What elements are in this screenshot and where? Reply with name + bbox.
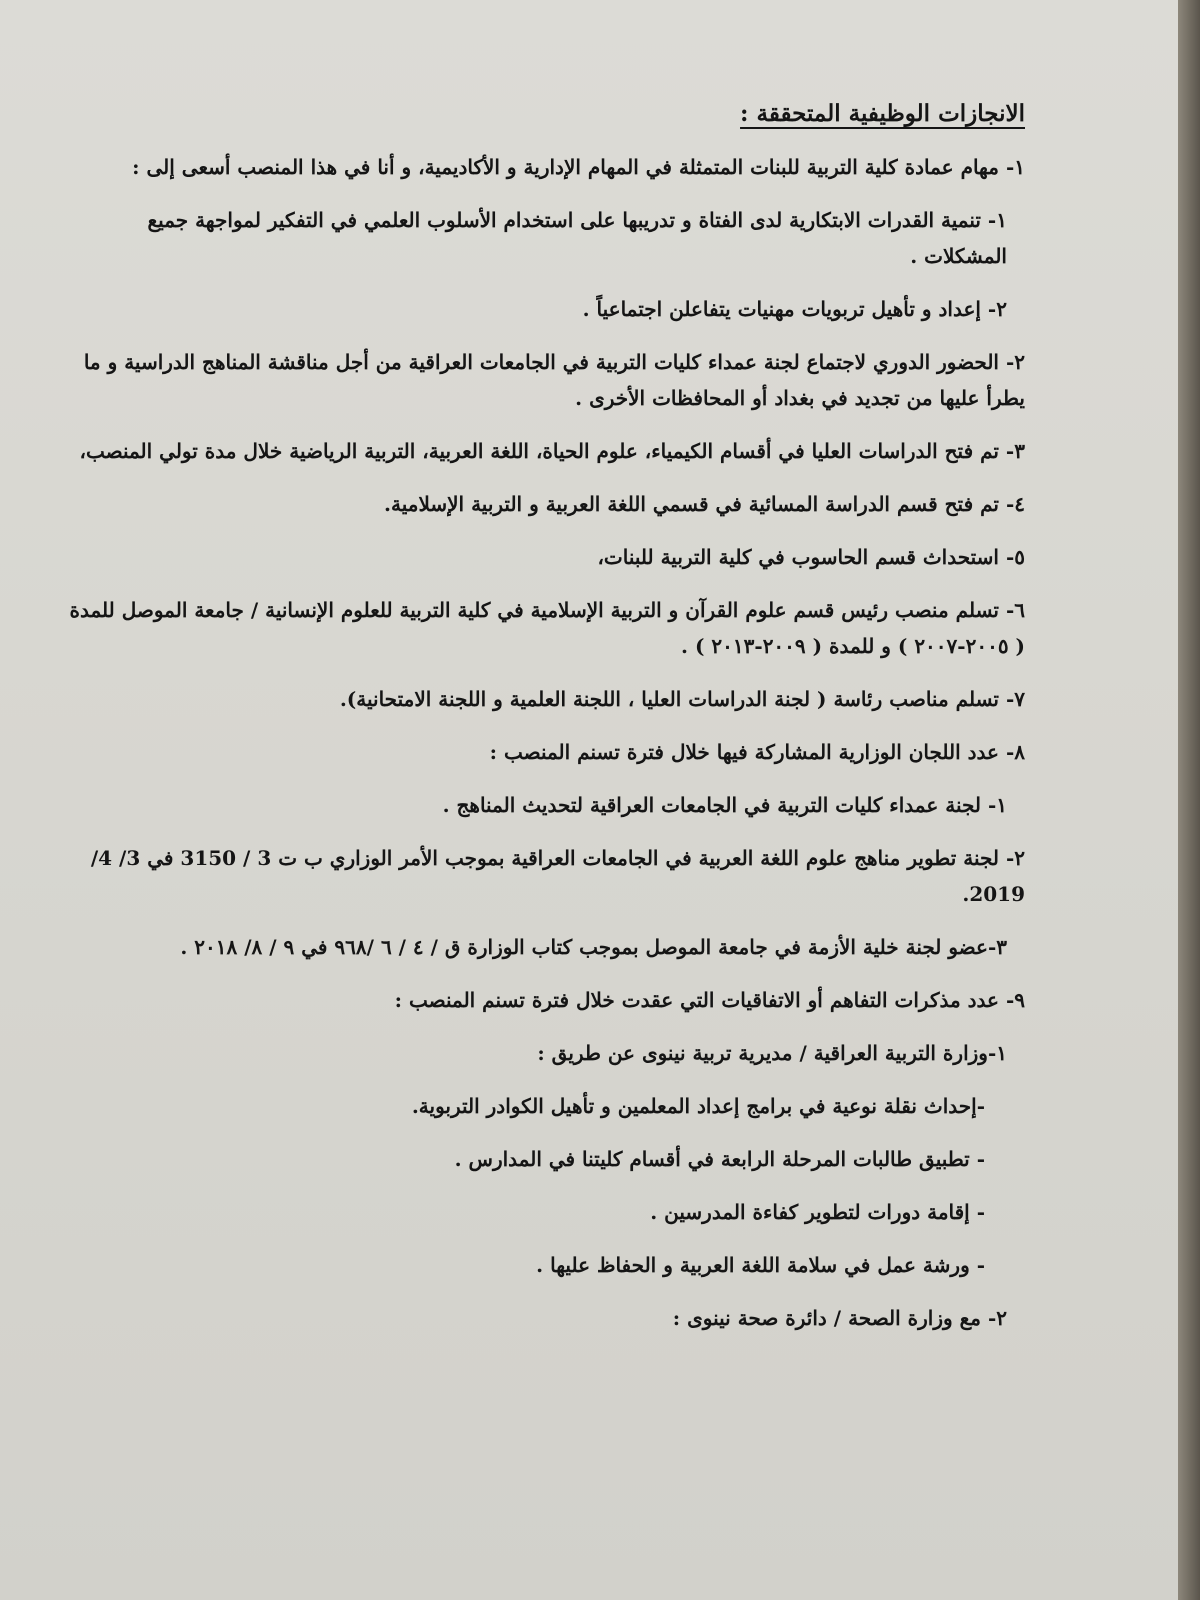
text-line: ١- تنمية القدرات الابتكارية لدى الفتاة و تدريبها على استخدام الأسلوب العلمي في التفكير لمواجهة جميع المشكلات . [147, 208, 1007, 268]
text-line: ١- لجنة عمداء كليات التربية في الجامعات العراقية لتحديث المناهج . [442, 793, 1007, 817]
text-line: ٢- مع وزارة الصحة / دائرة صحة نينوى : [672, 1306, 1007, 1330]
page-title: الانجازات الوظيفية المتحققة : [740, 100, 1025, 127]
text-line: ٨- عدد اللجان الوزارية المشاركة فيها خلال فترة تسنم المنصب : [489, 740, 1025, 764]
text-line: ٩- عدد مذكرات التفاهم أو الاتفاقيات التي عقدت خلال فترة تسنم المنصب : [394, 988, 1025, 1012]
text-line: ٦- تسلم منصب رئيس قسم علوم القرآن و التربية الإسلامية في كلية التربية للعلوم الإنسانية / جامعة الموصل للمدة ( ٢٠٠٥-٢٠٠٧ ) و للمدة ( ٢٠٠٩-٢٠١٣ ) . [69, 598, 1025, 658]
text-line: -إحداث نقلة نوعية في برامج إعداد المعلمين و تأهيل الكوادر التربوية. [411, 1094, 985, 1118]
text-line: ٥- استحداث قسم الحاسوب في كلية التربية للبنات، [597, 545, 1025, 569]
document-body [60, 100, 1025, 1353]
text-line: ١-وزارة التربية العراقية / مديرية تربية نينوى عن طريق : [537, 1041, 1007, 1065]
text-line: ٢- لجنة تطوير مناهج علوم اللغة العربية في الجامعات العراقية بموجب الأمر الوزاري ب ت 3 / 3150 في 3/ 4/ 2019. [90, 846, 1025, 906]
text-line: - ورشة عمل في سلامة اللغة العربية و الحفاظ عليها . [536, 1253, 985, 1277]
text-line: ١- مهام عمادة كلية التربية للبنات المتمثلة في المهام الإدارية و الأكاديمية، و أنا في هذا المنصب أسعى إلى : [132, 155, 1025, 179]
text-line: - تطبيق طالبات المرحلة الرابعة في أقسام كليتنا في المدارس . [454, 1147, 985, 1171]
text-line: ٢- الحضور الدوري لاجتماع لجنة عمداء كليات التربية في الجامعات العراقية من أجل مناقشة المناهج الدراسية و ما يطرأ عليها من تجديد في بغداد أو المحافظات الأخرى . [83, 350, 1025, 410]
text-line: - إقامة دورات لتطوير كفاءة المدرسين . [650, 1200, 985, 1224]
text-line: ٧- تسلم مناصب رئاسة ( لجنة الدراسات العليا ، اللجنة العلمية و اللجنة الامتحانية). [339, 687, 1025, 711]
text-line: ٣- تم فتح الدراسات العليا في أقسام الكيمياء، علوم الحياة، اللغة العربية، التربية الرياضية خلال مدة تولي المنصب، [79, 439, 1025, 463]
page-edge-shadow [1178, 0, 1200, 1600]
text-line: ٢- إعداد و تأهيل تربويات مهنيات يتفاعلن اجتماعياً . [582, 297, 1007, 321]
text-line: ٣-عضو لجنة خلية الأزمة في جامعة الموصل بموجب كتاب الوزارة ق / ٤ / ٦ /٩٦٨ في ٩ / ٨/ ٢٠١٨ . [180, 935, 1007, 959]
text-line: ٤- تم فتح قسم الدراسة المسائية في قسمي اللغة العربية و التربية الإسلامية. [384, 492, 1025, 516]
